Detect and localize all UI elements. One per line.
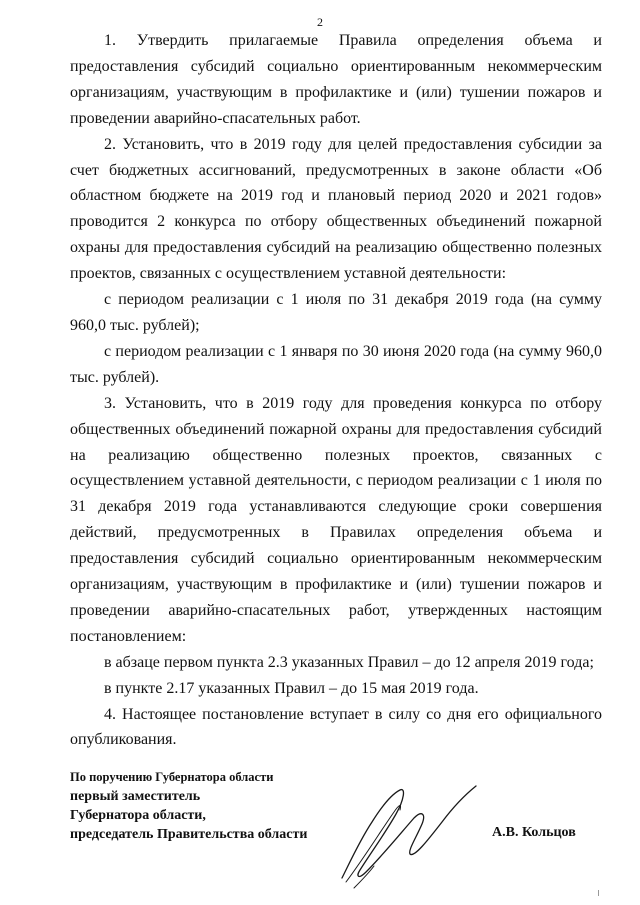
paragraph-4: 4. Настоящее постановление вступает в силу со дня его официального опубликования.: [70, 705, 602, 749]
paragraph-2: 2. Установить, что в 2019 году для целей предоставления субсидии за счет бюджетных ассигнований, предусмотренных в законе области «Об областном бюджете на 2019 год и плановый период 2020 и 2021 годов» проводится 2 конкурса по отбору общественных объединений пожарной охраны для предоставления субсидий на реализацию общественно полезных проектов, связанных с осуществлением уставной деятельности:: [70, 135, 602, 283]
document-body: [70, 28, 602, 753]
signatory-line-4: председатель Правительства области: [70, 827, 308, 842]
signatory-line-1: По поручению Губернатора области: [70, 770, 274, 784]
scan-edge-mark: [598, 890, 599, 896]
signatory-line-3: Губернатора области,: [70, 808, 206, 823]
signer-name: А.В. Кольцов: [492, 825, 576, 840]
signatory-line-2: первый заместитель: [70, 789, 201, 804]
page-number: 2: [317, 15, 323, 29]
handwritten-signature: [330, 770, 490, 890]
paragraph-2-period-1: с периодом реализации с 1 июля по 31 декабря 2019 года (на сумму 960,0 тыс. рублей);: [70, 291, 602, 334]
paragraph-1: 1. Утвердить прилагаемые Правила определения объема и предоставления субсидий социально ориентированным некоммерческим организациям, участвующим в профилактике и (или) тушении пожаров и проведении аварийно-спасательных работ.: [70, 32, 602, 127]
paragraph-2-period-2: с периодом реализации с 1 января по 30 июня 2020 года (на сумму 960,0 тыс. рублей).: [70, 342, 602, 386]
paragraph-3-deadline-1: в абзаце первом пункта 2.3 указанных Правил – до 12 апреля 2019 года;: [104, 653, 594, 671]
paragraph-3: 3. Установить, что в 2019 году для проведения конкурса по отбору общественных объединений пожарной охраны для предоставления субсидий на реализацию общественно полезных проектов, связанных с осуществлением уставной деятельности, с периодом реализации с 1 июля по 31 декабря 2019 года устанавливаются следующие сроки совершения действий, предусмотренных в Правилах определения объема и предоставления субсидий социально ориентированным некоммерческим организациям, участвующим в профилактике и (или) тушении пожаров и проведении аварийно-спасательных работ, утвержденных настоящим постановлением:: [70, 394, 602, 645]
signatory-title-block: [70, 768, 370, 844]
paragraph-3-deadline-2: в пункте 2.17 указанных Правил – до 15 мая 2019 года.: [104, 679, 479, 697]
